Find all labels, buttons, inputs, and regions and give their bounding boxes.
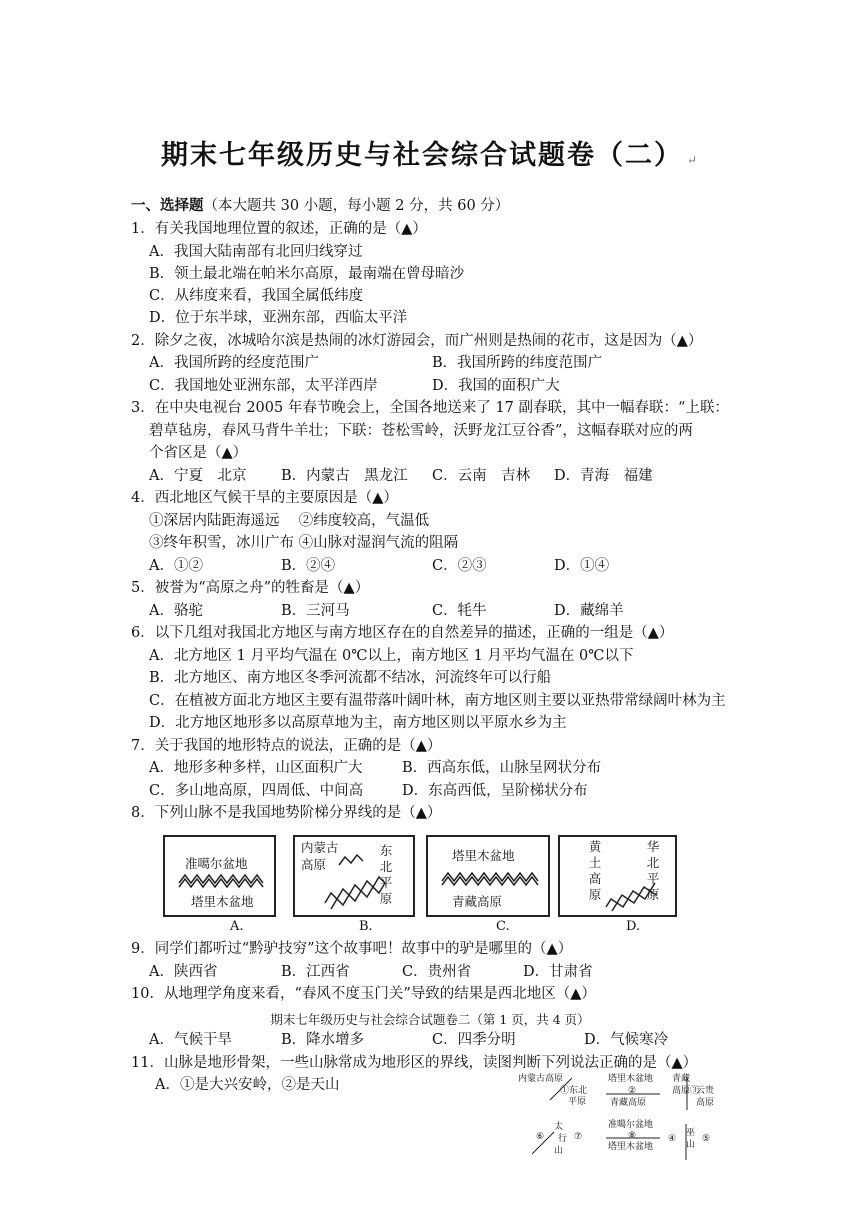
diagram-label-qz: 青藏高原: [610, 1098, 647, 1108]
question-6-option-c: C．在植被方面北方地区主要有温带落叶阔叶林，南方地区则主要以亚热带常绿阔叶林为主: [149, 693, 726, 709]
map-d-left-label: 黄土高原: [588, 839, 602, 902]
section-note: （本大题共 30 小题，每小题 2 分，共 60 分）: [203, 198, 510, 214]
question-3-option-c: C．云南 吉林: [432, 468, 531, 484]
question-2-option-b: B．我国所跨的纬度范围广: [432, 355, 603, 371]
mountain-boundary-diagram: [510, 1072, 730, 1162]
map-a: [163, 835, 276, 917]
map-c-top-label: 塔里木盆地: [452, 848, 515, 863]
question-3-option-a: A．宁夏 北京: [149, 468, 247, 484]
question-7-option-d: D．东高西低，呈阶梯状分布: [402, 783, 588, 799]
diagram-label-ws1: 巫: [686, 1128, 696, 1138]
question-5-option-c: C．牦牛: [432, 603, 487, 619]
page-footer: 期末七年级历史与社会综合试题卷二（第 1 页，共 4 页）: [270, 1012, 590, 1027]
question-1-option-a: A．我国大陆南部有北回归线穿过: [149, 244, 363, 260]
diagram-label-tlm: 塔里木盆地: [608, 1074, 654, 1084]
question-3-stem-line-1: 3．在中央电视台 2005 年春节晚会上，全国各地送来了 17 副春联，其中一幅春联：“上联：: [131, 400, 729, 416]
paragraph-mark-icon: ↵: [686, 153, 700, 167]
question-10-option-d: D．气候寒冷: [584, 1032, 669, 1048]
diagram-label-n5: ⑤: [702, 1134, 711, 1144]
diagram-label-db1: ①东北: [560, 1086, 588, 1096]
page-title: 期末七年级历史与社会综合试题卷（二） ↵: [160, 140, 700, 171]
question-9-option-a: A．陕西省: [149, 964, 218, 980]
question-10-option-c: C．四季分明: [432, 1032, 516, 1048]
question-4-option-d: D．①④: [554, 558, 610, 574]
diagram-label-n7: ⑦: [574, 1132, 583, 1142]
question-11-option-a: A．①是大兴安岭，②是天山: [155, 1077, 340, 1093]
diagram-label-yg1: 云贵: [696, 1086, 715, 1096]
question-3-option-b: B．内蒙古 黑龙江: [281, 468, 408, 484]
question-9-option-b: B．江西省: [281, 964, 350, 980]
question-5-option-a: A．骆驼: [149, 603, 203, 619]
question-7-stem: 7．关于我国的地形特点的说法，正确的是（▲）: [131, 738, 442, 754]
question-11-stem: 11．山脉是地形骨架，一些山脉常成为地形区的界线，读图判断下列说法正确的是（▲）: [131, 1055, 698, 1071]
question-6-option-a: A．北方地区 1 月平均气温在 0℃以上，南方地区 1 月平均气温在 0℃以下: [149, 648, 634, 664]
diagram-label-zg: 准噶尔盆地: [608, 1120, 654, 1130]
diagram-label-ws2: 山: [686, 1140, 696, 1150]
map-d-caption: D.: [626, 919, 641, 934]
map-c-bottom-label: 青藏高原: [452, 894, 503, 909]
diagram-label-th3: 山: [554, 1146, 564, 1156]
question-9-option-c: C．贵州省: [402, 964, 472, 980]
question-10-option-a: A．气候干旱: [149, 1032, 232, 1048]
question-4-statement-2: ③终年积雪，冰川广布 ④山脉对湿润气流的阻隔: [149, 535, 459, 551]
question-4-option-b: B．②④: [281, 558, 336, 574]
question-3-option-d: D．青海 福建: [554, 468, 653, 484]
diagram-label-nmg: 内蒙古高原: [518, 1074, 564, 1084]
map-a-top-label: 准噶尔盆地: [185, 856, 248, 871]
map-b-caption: B.: [359, 919, 373, 934]
question-2-stem: 2．除夕之夜，冰城哈尔滨是热闹的冰灯游园会，而广州则是热闹的花市，这是因为（▲）: [131, 333, 703, 349]
question-2-option-a: A．我国所跨的经度范围广: [149, 355, 319, 371]
question-1-option-c: C．从纬度来看，我国全属低纬度: [149, 288, 364, 304]
question-10-option-b: B．降水增多: [281, 1032, 365, 1048]
question-6-option-b: B．北方地区、南方地区冬季河流都不结冰，河流终年可以行船: [149, 670, 552, 686]
question-9-stem: 9．同学们都听过“黔驴技穷”这个故事吧！故事中的驴是哪里的（▲）: [131, 941, 573, 957]
question-3-stem-line-3: 个省区是（▲）: [149, 445, 248, 461]
question-5-option-d: D．藏绵羊: [554, 603, 624, 619]
map-d-right-label: 华北平原: [646, 839, 660, 902]
question-8-stem: 8．下列山脉不是我国地势阶梯分界线的是（▲）: [131, 805, 442, 821]
diagram-label-th2: 行: [558, 1134, 568, 1144]
map-b: [293, 835, 415, 917]
question-6-stem: 6．以下几组对我国北方地区与南方地区存在的自然差异的描述，正确的一组是（▲）: [131, 625, 674, 641]
question-9-option-d: D．甘肃省: [523, 964, 593, 980]
diagram-label-qz2: 青藏: [672, 1074, 691, 1084]
diagram-label-n2: ②: [628, 1086, 637, 1096]
map-a-bottom-label: 塔里木盆地: [191, 894, 254, 909]
diagram-label-th1: 太: [554, 1122, 564, 1132]
question-3-stem-line-2: 碧草毡房，春风马背牛羊壮；下联：苍松雪岭，沃野龙江豆谷香”，这幅春联对应的两: [149, 423, 693, 439]
map-a-caption: A.: [230, 919, 244, 934]
question-4-option-c: C．②③: [432, 558, 487, 574]
question-1-option-b: B．领土最北端在帕米尔高原，最南端在曾母暗沙: [149, 266, 465, 282]
map-b-right-label: 东北平原: [379, 843, 393, 906]
diagram-label-tlm2: 塔里木盆地: [608, 1142, 654, 1152]
map-c: [426, 835, 550, 917]
question-4-option-a: A．①②: [149, 558, 203, 574]
question-10-stem: 10．从地理学角度来看，“春风不度玉门关”导致的结果是西北地区（▲）: [131, 986, 596, 1002]
question-4-stem: 4．西北地区气候干旱的主要原因是（▲）: [131, 490, 398, 506]
section-label: 一、选择题: [131, 197, 204, 214]
map-d: [558, 835, 677, 917]
map-b-plateau-label-1: 内蒙古: [301, 840, 339, 855]
question-7-option-c: C．多山地高原，四周低、中间高: [149, 783, 364, 799]
diagram-label-n4: ④: [668, 1134, 677, 1144]
section-heading: [131, 196, 509, 216]
question-1-stem: 1．有关我国地理位置的叙述，正确的是（▲）: [131, 221, 427, 237]
diagram-label-gy: 高原③: [672, 1086, 700, 1096]
question-2-option-c: C．我国地处亚洲东部，太平洋西岸: [149, 378, 378, 394]
question-5-option-b: B．三河马: [281, 603, 350, 619]
question-2-option-d: D．我国的面积广大: [432, 378, 560, 394]
map-b-plateau-label-2: 高原: [301, 857, 327, 872]
diagram-label-n6: ⑥: [536, 1132, 545, 1142]
diagram-label-db2: 平原: [568, 1097, 587, 1107]
question-4-statement-1: ①深居内陆距海遥远 ②纬度较高，气温低: [149, 513, 430, 529]
map-c-caption: C.: [496, 919, 510, 934]
question-6-option-d: D．北方地区地形多以高原草地为主，南方地区则以平原水乡为主: [149, 715, 567, 731]
question-5-stem: 5．被誉为“高原之舟”的牲畜是（▲）: [131, 580, 370, 596]
diagram-label-yg2: 高原: [696, 1098, 715, 1108]
question-7-option-a: A．地形多种多样，山区面积广大: [149, 760, 363, 776]
question-7-option-b: B．西高东低，山脉呈网状分布: [402, 760, 602, 776]
diagram-label-n8: ⑧: [628, 1131, 637, 1141]
question-1-option-d: D．位于东半球，亚洲东部，西临太平洋: [149, 310, 408, 326]
